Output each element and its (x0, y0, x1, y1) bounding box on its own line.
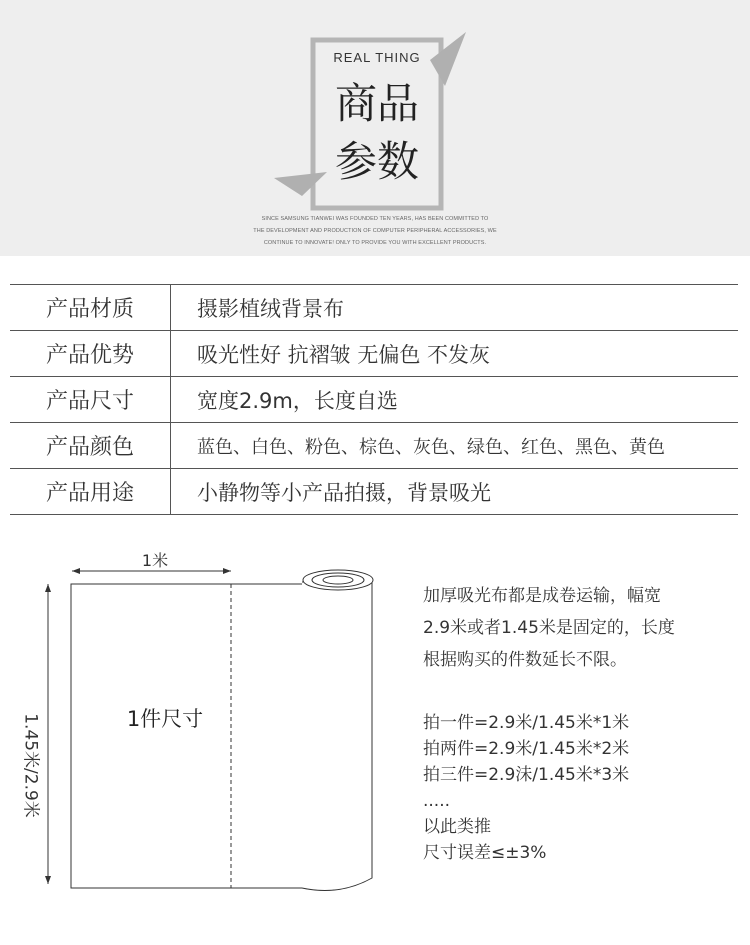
piece-size-label: 1件尺寸 (126, 707, 204, 731)
banner-title-cn-line1: 商品 (334, 79, 419, 128)
height-label: 1.45米/2.9米 (20, 713, 41, 818)
spec-label: 产品用途 (10, 469, 171, 515)
header-banner (0, 0, 750, 256)
spec-row-size (10, 377, 738, 423)
roll-description (423, 580, 743, 676)
purchase-list-item: 拍两件=2.9米/1.45米*2米 (423, 739, 630, 759)
purchase-list-item: 尺寸误差≤±3% (423, 843, 547, 863)
purchase-list-item: 拍三件=2.9沬/1.45米*3米 (423, 765, 630, 785)
banner-title-en: REAL THING (333, 50, 421, 65)
purchase-list-item: ..... (423, 791, 451, 811)
purchase-list (423, 710, 743, 866)
spec-value: 宽度2.9m，长度自选 (171, 377, 739, 423)
purchase-list-item: 拍一件=2.9米/1.45米*1米 (423, 713, 630, 733)
description-line: 根据购买的件数延长不限。 (423, 650, 627, 670)
description-line: 2.9米或者1.45米是固定的，长度 (423, 618, 675, 638)
banner-title-cn-line2: 参数 (334, 137, 419, 186)
spec-value: 摄影植绒背景布 (171, 285, 739, 331)
width-arrow-right (223, 568, 231, 574)
spec-label: 产品材质 (10, 285, 171, 331)
spec-value: 吸光性好 抗褶皱 无偏色 不发灰 (171, 331, 739, 377)
blurb-line: THE DEVELOPMENT AND PRODUCTION OF COMPUTER PERIPHERAL ACCESSORIES, WE (253, 228, 497, 234)
purchase-list-item: 以此类推 (423, 817, 491, 837)
height-arrow-top (45, 584, 51, 592)
spec-row-color (10, 423, 738, 469)
width-arrow-left (72, 568, 80, 574)
roll-end-core (323, 576, 353, 584)
banner-blurb (200, 213, 550, 249)
spec-table (10, 284, 738, 515)
spec-value: 蓝色、白色、粉色、棕色、灰色、绿色、红色、黑色、黄色 (171, 423, 739, 469)
spec-label: 产品颜色 (10, 423, 171, 469)
height-arrow-bottom (45, 876, 51, 884)
blurb-line: SINCE SAMSUNG TIANWEI WAS FOUNDED TEN YEARS, HAS BEEN COMMITTED TO (261, 216, 489, 222)
width-label: 1米 (141, 551, 169, 570)
spec-row-advantage (10, 331, 738, 377)
spec-value: 小静物等小产品拍摄，背景吸光 (171, 469, 739, 515)
spec-label: 产品尺寸 (10, 377, 171, 423)
spec-row-material (10, 285, 738, 331)
description-line: 加厚吸光布都是成卷运输，幅宽 (423, 586, 661, 606)
spec-label: 产品优势 (10, 331, 171, 377)
roll-body (302, 582, 372, 890)
spec-row-usage (10, 469, 738, 515)
fabric-sheet (71, 584, 310, 888)
blurb-line: CONTINUE TO INNOVATE! ONLY TO PROVIDE YOU WITH EXCELLENT PRODUCTS. (263, 240, 487, 246)
triangle-decoration-bottom (274, 172, 327, 196)
